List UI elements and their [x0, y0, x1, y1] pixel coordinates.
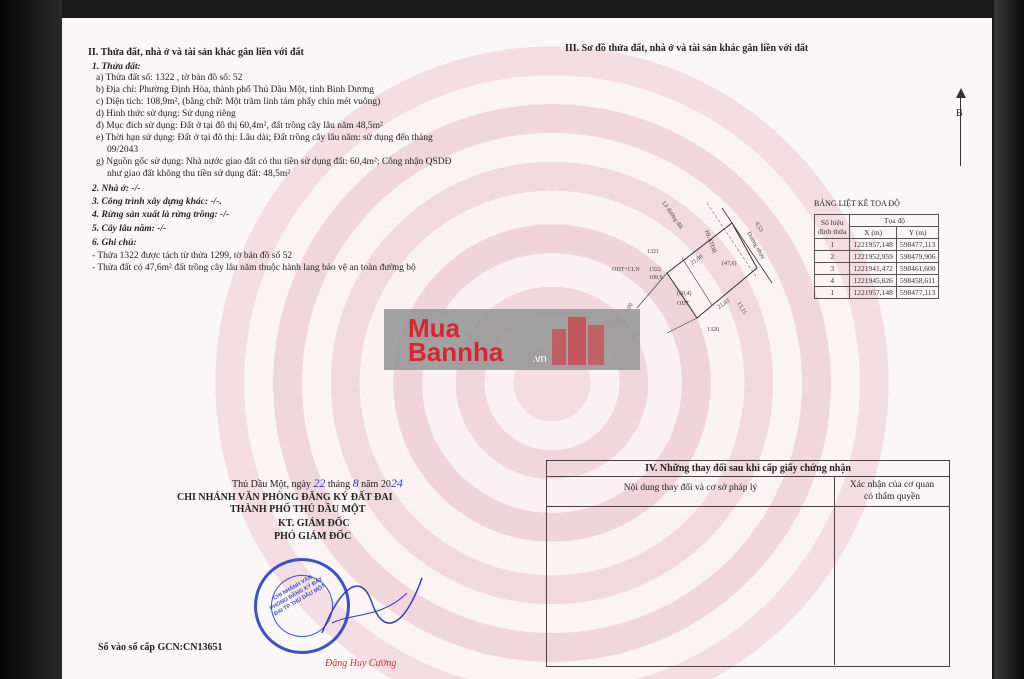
official-seal: CHI NHÁNH VĂN PHÒNG ĐĂNG KÝ ĐẤT ĐAI TP THỦ DẦU MỘT	[236, 540, 367, 671]
building-icon	[544, 315, 614, 365]
plot-label-odt-cln: ODT+CLN	[612, 267, 640, 273]
coords-header-no: Số hiệu đỉnh thửa	[815, 215, 850, 239]
sign-month: 8	[352, 476, 359, 490]
plot-label-1321: 1321	[647, 249, 659, 255]
muabannha-watermark-logo	[384, 309, 640, 370]
note-1: - Thửa 1322 được tách từ thửa 1299, tờ bản đồ số 52	[92, 251, 293, 261]
construction-item: 3. Công trình xây dựng khác: -/-.	[92, 197, 222, 207]
coords-title: BẢNG LIỆT KÊ TỌA ĐỘ	[814, 199, 900, 208]
plot-label-odt: ODT	[677, 301, 690, 307]
table-row: 2 1221952,959 598479,906	[815, 251, 939, 263]
plot-label-hlatdb: HLATĐB	[703, 229, 717, 254]
use-term-date: 09/2043	[107, 145, 139, 155]
scan-edge-right	[994, 0, 1024, 679]
north-arrow-line	[960, 96, 961, 166]
sign-year: 24	[390, 476, 403, 490]
sign-role-2: PHÓ GIÁM ĐỐC	[274, 531, 352, 542]
use-term: e) Thời hạn sử dụng: Đất ở tại đô thị: Lâu dài; Đất trồng cây lâu năm: sử dụng đến tháng	[96, 133, 433, 143]
use-form: d) Hình thức sử dụng: Sử dụng riêng	[96, 109, 236, 119]
logo-text-mua: Mua	[408, 313, 460, 343]
logo-text-bannha: Bannha	[408, 337, 504, 367]
sign-date: Thủ Dầu Một, ngày 22 tháng 8 năm 2024	[232, 476, 403, 490]
certificate-page	[62, 18, 992, 679]
registry-number: Số vào sổ cấp GCN:CN13651	[98, 642, 223, 653]
note-2: - Thửa đất có 47,6m² đất trồng cây lâu năm thuộc hành lang bảo vệ an toàn đường bộ	[92, 263, 416, 273]
plot-label-hl-area: (47,6)	[722, 261, 737, 267]
signer-name: Đặng Huy Cường	[325, 658, 397, 669]
plot-label-1320: 1320	[707, 327, 719, 333]
use-purpose: đ) Mục đích sử dụng: Đất ở tại đô thị 60,4m², đất trồng cây lâu năm 48,5m²	[96, 121, 383, 131]
use-origin: g) Nguồn gốc sử dụng: Nhà nước giao đất có thu tiền sử dụng đất: 60,4m²; Công nhận QSDĐ	[96, 157, 452, 167]
plot-label-edge-2103: 21,03	[716, 297, 732, 311]
plot-label-odt-area: (60,4)	[677, 291, 692, 297]
house-item: 2. Nhà ở: -/-	[92, 184, 141, 194]
table-row: 4 1221945,626 598458,611	[815, 275, 939, 287]
table-row: 3 1221941,472 598461,600	[815, 263, 939, 275]
changes-table	[546, 460, 950, 667]
land-area: c) Diện tích: 108,9m², (bằng chữ: Một trăm linh tám phẩy chín mét vuông)	[96, 97, 381, 107]
land-address: b) Địa chỉ: Phường Định Hòa, thành phố Thủ Dầu Một, tỉnh Bình Dương	[96, 85, 374, 95]
coords-header-y: Y (m)	[896, 227, 939, 239]
plot-label-edge-453: 4,53	[753, 221, 764, 234]
plot-label-road-dirt: Lê đường đất	[660, 200, 684, 231]
coords-header-coord: Tọa độ	[850, 215, 939, 227]
plot-label-edge-2100: 21,00	[689, 253, 705, 267]
signature-scribble	[312, 563, 432, 643]
plot-label-1322: 1322	[649, 267, 661, 273]
coords-header-x: X (m)	[850, 227, 896, 239]
table-row: 1 1221957,148 598477,113	[815, 239, 939, 251]
table-row: 1 1221957,148 598477,113	[815, 287, 939, 299]
logo-text-vn: .vn	[532, 353, 547, 365]
plot-label-area: 108,9	[649, 275, 663, 281]
north-label: B	[956, 108, 963, 119]
coords-table	[814, 214, 939, 299]
perennial-item: 5. Cây lâu năm: -/-	[92, 224, 167, 234]
plot-label-road-asphalt: Đường nhựa	[745, 231, 766, 261]
changes-title: IV. Những thay đổi sau khi cấp giấy chứng nhận	[547, 461, 949, 477]
plot-label-edge-1315: 13,15	[735, 301, 748, 316]
sign-org-2: THÀNH PHỐ THỦ DẦU MỘT	[230, 504, 366, 515]
sign-day: 22	[313, 476, 326, 490]
section-2-heading: II. Thửa đất, nhà ở và tài sản khác gắn liền với đất	[88, 47, 304, 58]
sign-role-1: KT. GIÁM ĐỐC	[278, 518, 350, 529]
forest-item: 4. Rừng sản xuất là rừng trồng: -/-	[92, 210, 230, 220]
land-title: 1. Thửa đất:	[92, 62, 141, 72]
land-number: a) Thửa đất số: 1322 , tờ bản đồ số: 52	[96, 73, 243, 83]
changes-col-content: Nội dung thay đổi và cơ sở pháp lý	[547, 477, 835, 506]
sign-org-1: CHI NHÁNH VĂN PHÒNG ĐĂNG KÝ ĐẤT ĐAI	[177, 492, 393, 503]
north-arrow-icon	[956, 88, 966, 98]
changes-col-confirm: Xác nhận của cơ quan có thẩm quyền	[849, 480, 935, 502]
scan-edge-left	[0, 0, 62, 679]
section-3-heading: III. Sơ đồ thửa đất, nhà ở và tài sản khác gắn liền với đất	[565, 43, 809, 54]
notes-title: 6. Ghi chú:	[92, 238, 137, 248]
use-origin-cont: như giao đất không thu tiền sử dụng đất: 48,5m²	[107, 169, 291, 179]
changes-body-content	[547, 507, 835, 665]
